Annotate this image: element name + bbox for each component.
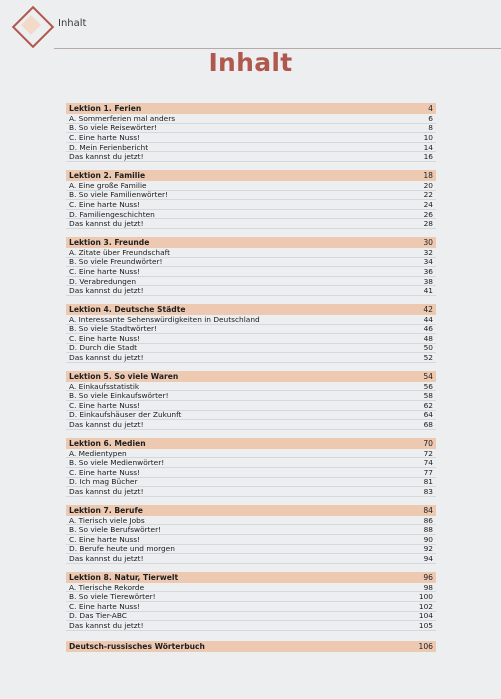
- toc-section: [66, 505, 436, 564]
- toc-item[interactable]: [66, 124, 436, 134]
- lesson-page: 96: [423, 572, 433, 582]
- appendix-heading[interactable]: [66, 641, 436, 652]
- toc-item-page: 28: [423, 219, 433, 229]
- toc-item-label: D. Einkaufshäuser der Zukunft: [69, 410, 182, 420]
- toc-item-page: 104: [418, 611, 433, 621]
- toc-item[interactable]: [66, 458, 436, 468]
- toc-item-label: A. Eine große Familie: [69, 180, 147, 190]
- toc-item-page: 50: [423, 343, 433, 353]
- lesson-page: 4: [428, 104, 433, 113]
- toc-item-label: Das kannst du jetzt!: [69, 620, 144, 630]
- lesson-title: Lektion 2. Familie: [69, 170, 146, 180]
- toc-item-page: 92: [423, 544, 433, 554]
- lesson-items: [66, 382, 436, 430]
- toc-item-page: 24: [423, 199, 433, 209]
- lesson-heading[interactable]: [66, 237, 436, 248]
- toc-item[interactable]: [66, 468, 436, 478]
- toc-item-page: 48: [423, 333, 433, 343]
- toc-item-page: 64: [423, 410, 433, 420]
- toc-item[interactable]: [66, 353, 436, 363]
- toc-item-page: 34: [423, 257, 433, 267]
- toc-section: [66, 371, 436, 430]
- lesson-title: Lektion 1. Ferien: [69, 104, 142, 113]
- lesson-heading[interactable]: [66, 572, 436, 583]
- toc-item-page: 20: [423, 180, 433, 190]
- toc-item[interactable]: [66, 621, 436, 631]
- lesson-title: Lektion 5. So viele Waren: [69, 371, 179, 381]
- toc-item[interactable]: [66, 411, 436, 421]
- toc-item[interactable]: [66, 200, 436, 210]
- toc-item-label: Das kannst du jetzt!: [69, 420, 144, 430]
- toc-item-label: B. So viele Reisewörter!: [69, 123, 158, 133]
- toc-item[interactable]: [66, 478, 436, 488]
- toc-item-page: 14: [423, 142, 433, 152]
- table-of-contents: [66, 103, 436, 652]
- toc-item-page: 105: [418, 620, 433, 630]
- toc-item-label: D. Familiengeschichten: [69, 209, 155, 219]
- toc-item-label: Das kannst du jetzt!: [69, 553, 144, 563]
- toc-item-page: 83: [423, 487, 433, 497]
- lesson-items: [66, 181, 436, 229]
- lesson-heading[interactable]: [66, 505, 436, 516]
- toc-item[interactable]: [66, 545, 436, 555]
- toc-item-label: C. Eine harte Nuss!: [69, 601, 141, 611]
- lesson-page: 84: [423, 505, 433, 515]
- page-header: [14, 8, 501, 48]
- lesson-page: 54: [423, 371, 433, 381]
- toc-section: [66, 572, 436, 631]
- toc-item-label: C. Eine harte Nuss!: [69, 132, 141, 142]
- toc-item[interactable]: [66, 181, 436, 191]
- toc-item-label: C. Eine harte Nuss!: [69, 467, 141, 477]
- toc-item[interactable]: [66, 420, 436, 430]
- toc-item[interactable]: [66, 133, 436, 143]
- toc-item-label: B. So viele Einkaufswörter!: [69, 391, 169, 401]
- lesson-items: [66, 248, 436, 296]
- toc-item-page: 10: [423, 132, 433, 142]
- lesson-title: Lektion 6. Medien: [69, 438, 146, 448]
- toc-item[interactable]: [66, 535, 436, 545]
- toc-item-label: B. So viele Medienwörter!: [69, 458, 165, 468]
- toc-section: [66, 304, 436, 363]
- toc-item-page: 72: [423, 448, 433, 458]
- toc-item-label: C. Eine harte Nuss!: [69, 534, 141, 544]
- toc-item[interactable]: [66, 248, 436, 258]
- appendix-page: 106: [418, 641, 433, 651]
- toc-item-label: D. Das Tier-ABC: [69, 611, 127, 621]
- lesson-items: [66, 583, 436, 631]
- lesson-items: [66, 114, 436, 162]
- toc-item-label: C. Eine harte Nuss!: [69, 333, 141, 343]
- toc-item-page: 86: [423, 515, 433, 525]
- toc-item-label: B. So viele Berufswörter!: [69, 525, 162, 535]
- toc-item-page: 100: [418, 592, 433, 602]
- toc-item[interactable]: [66, 554, 436, 564]
- toc-item-page: 98: [423, 582, 433, 592]
- toc-item-label: B. So viele Tierewörter!: [69, 592, 156, 602]
- toc-item-label: D. Durch die Stadt: [69, 343, 138, 353]
- toc-item[interactable]: [66, 258, 436, 268]
- toc-section: [66, 438, 436, 497]
- toc-item-page: 16: [423, 152, 433, 162]
- toc-item-label: D. Berufe heute und morgen: [69, 544, 175, 554]
- toc-item-label: Das kannst du jetzt!: [69, 487, 144, 497]
- toc-item-label: Das kannst du jetzt!: [69, 219, 144, 229]
- toc-item-page: 52: [423, 353, 433, 363]
- toc-item-page: 88: [423, 525, 433, 535]
- toc-item-page: 36: [423, 266, 433, 276]
- toc-item[interactable]: [66, 602, 436, 612]
- toc-item[interactable]: [66, 525, 436, 535]
- toc-item-page: 62: [423, 400, 433, 410]
- toc-item-label: Das kannst du jetzt!: [69, 353, 144, 363]
- toc-item[interactable]: [66, 612, 436, 622]
- lesson-items: [66, 516, 436, 564]
- lesson-page: 30: [423, 237, 433, 247]
- toc-item-label: A. Sommerferien mal anders: [69, 113, 176, 123]
- toc-item[interactable]: [66, 344, 436, 354]
- toc-section: [66, 103, 436, 162]
- toc-item-page: 32: [423, 247, 433, 257]
- toc-section: [66, 170, 436, 229]
- toc-item-label: D. Verabredungen: [69, 276, 137, 286]
- lesson-page: 42: [423, 304, 433, 314]
- header-label: Inhalt: [58, 18, 87, 29]
- toc-item[interactable]: [66, 152, 436, 162]
- lesson-heading[interactable]: [66, 304, 436, 315]
- toc-item-label: C. Eine harte Nuss!: [69, 199, 141, 209]
- toc-item[interactable]: [66, 382, 436, 392]
- toc-item-label: Das kannst du jetzt!: [69, 152, 144, 162]
- lesson-title: Lektion 8. Natur, Tierwelt: [69, 572, 179, 582]
- lesson-items: [66, 449, 436, 497]
- toc-item[interactable]: [66, 219, 436, 229]
- toc-item-label: A. Interessante Sehenswürdigkeiten in Deutschland: [69, 314, 260, 324]
- toc-item-label: A. Medientypen: [69, 448, 127, 458]
- lesson-title: Lektion 3. Freunde: [69, 237, 150, 247]
- toc-item-page: 22: [423, 190, 433, 200]
- toc-item-label: C. Eine harte Nuss!: [69, 400, 141, 410]
- toc-item-label: Das kannst du jetzt!: [69, 286, 144, 296]
- lesson-page: 70: [423, 438, 433, 448]
- toc-item-label: D. Mein Ferienbericht: [69, 142, 149, 152]
- toc-item[interactable]: [66, 583, 436, 593]
- toc-item-page: 26: [423, 209, 433, 219]
- lesson-page: 18: [423, 170, 433, 180]
- toc-item-page: 102: [418, 601, 433, 611]
- lesson-title: Lektion 7. Berufe: [69, 505, 143, 515]
- toc-item[interactable]: [66, 592, 436, 602]
- appendix-title: Deutsch-russisches Wörterbuch: [69, 641, 205, 651]
- toc-item[interactable]: [66, 325, 436, 335]
- toc-item-page: 6: [428, 113, 433, 123]
- lesson-heading[interactable]: [66, 170, 436, 181]
- toc-item-label: A. Tierische Rekorde: [69, 582, 145, 592]
- toc-item-page: 68: [423, 420, 433, 430]
- toc-item[interactable]: [66, 516, 436, 526]
- toc-item-page: 94: [423, 553, 433, 563]
- toc-item[interactable]: [66, 487, 436, 497]
- toc-item-page: 44: [423, 314, 433, 324]
- toc-item-page: 41: [423, 286, 433, 296]
- toc-item[interactable]: [66, 267, 436, 277]
- lesson-heading[interactable]: [66, 103, 436, 114]
- toc-item-label: B. So viele Familienwörter!: [69, 190, 168, 200]
- toc-item-page: 46: [423, 324, 433, 334]
- toc-item[interactable]: [66, 277, 436, 287]
- page-title: Inhalt: [208, 48, 293, 77]
- toc-item-label: B. So viele Stadtwörter!: [69, 324, 158, 334]
- toc-item-label: A. Zitate über Freundschaft: [69, 247, 170, 257]
- toc-item[interactable]: [66, 286, 436, 296]
- lesson-title: Lektion 4. Deutsche Städte: [69, 304, 186, 314]
- lesson-items: [66, 315, 436, 363]
- toc-item[interactable]: [66, 401, 436, 411]
- toc-item[interactable]: [66, 449, 436, 459]
- lesson-heading[interactable]: [66, 438, 436, 449]
- toc-item[interactable]: [66, 391, 436, 401]
- toc-item-label: A. Einkaufsstatistik: [69, 381, 140, 391]
- toc-item-label: C. Eine harte Nuss!: [69, 266, 141, 276]
- toc-item-label: A. Tierisch viele Jobs: [69, 515, 145, 525]
- toc-item-page: 77: [423, 467, 433, 477]
- toc-item-page: 58: [423, 391, 433, 401]
- toc-item-page: 81: [423, 477, 433, 487]
- toc-item-page: 56: [423, 381, 433, 391]
- toc-item-label: D. Ich mag Bücher: [69, 477, 138, 487]
- toc-item-page: 38: [423, 276, 433, 286]
- toc-item[interactable]: [66, 334, 436, 344]
- lesson-heading[interactable]: [66, 371, 436, 382]
- toc-item-page: 74: [423, 458, 433, 468]
- toc-item-page: 8: [428, 123, 433, 133]
- toc-item[interactable]: [66, 191, 436, 201]
- toc-item-label: B. So viele Freundwörter!: [69, 257, 163, 267]
- toc-item[interactable]: [66, 143, 436, 153]
- toc-item[interactable]: [66, 210, 436, 220]
- toc-item-page: 90: [423, 534, 433, 544]
- toc-item[interactable]: [66, 315, 436, 325]
- toc-item[interactable]: [66, 114, 436, 124]
- toc-section: [66, 237, 436, 296]
